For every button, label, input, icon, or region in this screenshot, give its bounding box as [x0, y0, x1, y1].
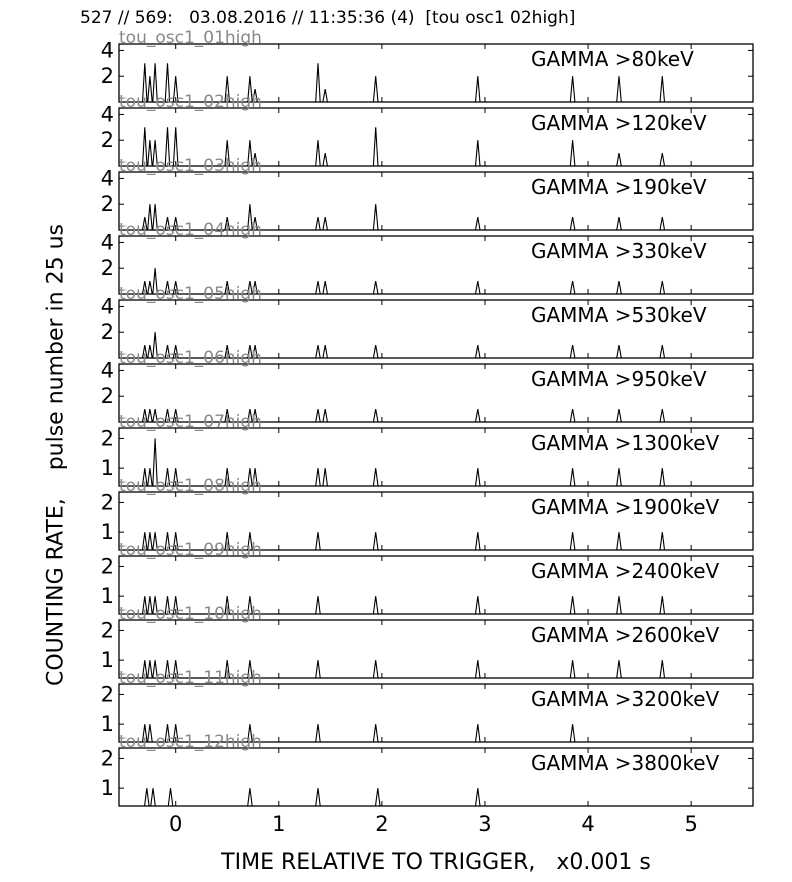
- y-tick-label: 1: [100, 520, 114, 545]
- figure-title: 527 // 569: 03.08.2016 // 11:35:36 (4) [tou osc1 02high]: [80, 8, 576, 28]
- channel-label: tou_osc1_05high: [119, 284, 262, 304]
- channel-label: tou_osc1_08high: [119, 476, 262, 496]
- y-tick-label: 2: [100, 320, 114, 345]
- y-tick-label: 4: [100, 38, 114, 63]
- channel-label: tou_osc1_07high: [119, 412, 262, 432]
- y-tick-label: 4: [100, 358, 114, 383]
- y-tick-label: 1: [100, 648, 114, 673]
- panel-label: GAMMA >3800keV: [531, 751, 720, 775]
- channel-label: tou_osc1_10high: [119, 604, 262, 624]
- y-axis-label: COUNTING RATE, pulse number in 25 us: [43, 223, 69, 687]
- panel-label: GAMMA >1300keV: [531, 431, 720, 455]
- panel-label: GAMMA >2400keV: [531, 559, 720, 583]
- y-tick-label: 2: [100, 554, 114, 579]
- y-tick-label: 2: [100, 384, 114, 409]
- x-tick-label: 1: [272, 812, 286, 836]
- x-tick-label: 3: [478, 812, 492, 836]
- y-tick-label: 2: [100, 128, 114, 153]
- series-line: [119, 788, 753, 806]
- panel-label: GAMMA >190keV: [531, 175, 707, 199]
- y-tick-label: 2: [100, 490, 114, 515]
- x-tick-label: 5: [684, 812, 698, 836]
- panel-label: GAMMA >80keV: [531, 47, 694, 71]
- y-tick-label: 1: [100, 776, 114, 801]
- y-tick-label: 2: [100, 192, 114, 217]
- y-tick-label: 2: [100, 618, 114, 643]
- y-tick-label: 4: [100, 230, 114, 255]
- channel-label: tou_osc1_12high: [119, 732, 262, 752]
- y-tick-label: 4: [100, 102, 114, 127]
- y-tick-label: 1: [100, 712, 114, 737]
- channel-label: tou_osc1_06high: [119, 348, 262, 368]
- y-tick-label: 2: [100, 256, 114, 281]
- channel-label: tou_osc1_11high: [119, 668, 262, 688]
- panel-label: GAMMA >1900keV: [531, 495, 720, 519]
- panel-label: GAMMA >950keV: [531, 367, 707, 391]
- channel-label: tou_osc1_03high: [119, 156, 262, 176]
- channel-label: tou_osc1_02high: [119, 92, 262, 112]
- y-tick-label: 2: [100, 746, 114, 771]
- channel-label: tou_osc1_01high: [119, 28, 262, 48]
- x-tick-label: 0: [169, 812, 183, 836]
- y-tick-label: 4: [100, 294, 114, 319]
- panel-label: GAMMA >120keV: [531, 111, 707, 135]
- y-tick-label: 1: [100, 584, 114, 609]
- panel-label: GAMMA >3200keV: [531, 687, 720, 711]
- panel-label: GAMMA >2600keV: [531, 623, 720, 647]
- y-tick-label: 4: [100, 166, 114, 191]
- panel-label: GAMMA >330keV: [531, 239, 707, 263]
- x-tick-label: 4: [581, 812, 595, 836]
- x-axis-label: TIME RELATIVE TO TRIGGER, x0.001 s: [221, 850, 651, 875]
- y-tick-label: 2: [100, 64, 114, 89]
- panel-label: GAMMA >530keV: [531, 303, 707, 327]
- channel-label: tou_osc1_04high: [119, 220, 262, 240]
- x-tick-label: 2: [375, 812, 389, 836]
- y-tick-label: 2: [100, 682, 114, 707]
- y-tick-label: 1: [100, 456, 114, 481]
- y-tick-label: 2: [100, 426, 114, 451]
- channel-label: tou_osc1_09high: [119, 540, 262, 560]
